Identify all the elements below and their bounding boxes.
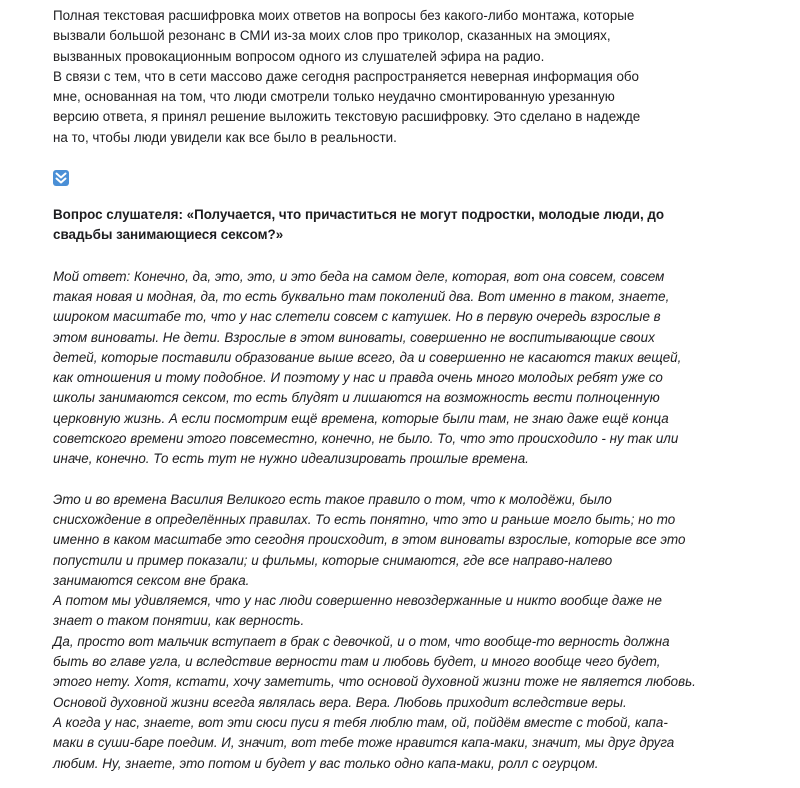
- answer-line: иначе, конечно. То есть тут не нужно идеализировать прошлые времена.: [53, 451, 529, 467]
- answer-paragraph-2: [53, 490, 696, 774]
- spacer: [53, 246, 653, 267]
- answer-line: советского времени этого повсеместно, конечно, не было. То, что это происходило - ну так или: [53, 431, 679, 447]
- answer-line: детей, которые поставили образование выше всего, да и совершенно не касаются таких вещей,: [53, 349, 682, 365]
- spacer: [53, 188, 653, 205]
- intro-line: вызванных провокационным вопросом одного из слушателей эфира на радио.: [53, 48, 545, 64]
- question-line: Вопрос слушателя: «Получается, что причаститься не могут подростки, молодые люди, до: [53, 207, 665, 223]
- intro-line: на то, чтобы люди увидели как все было в реальности.: [53, 129, 397, 145]
- answer-line: Мой ответ: Конечно, да, это, это, и это беда на самом деле, которая, вот она совсем, совсем: [53, 268, 665, 284]
- answer-line: такая новая и модная, да, то есть буквально там поколений два. Вот именно в таком, знаете,: [53, 288, 670, 304]
- answer-line: широком масштабе то, что у нас слетели совсем с катушек. Но в первую очередь взрослые в: [53, 309, 661, 325]
- answer-line: занимаются сексом вне брака.: [53, 572, 250, 588]
- answer-line: А потом мы удивляемся, что у нас люди совершенно невоздержанные и никто вообще даже не: [53, 593, 662, 609]
- intro-line: вызвали большой резонанс в СМИ из-за моих слов про триколор, сказанных на эмоциях,: [53, 28, 611, 44]
- intro-line: Полная текстовая расшифровка моих ответов на вопросы без какого-либо монтажа, которые: [53, 8, 635, 23]
- divider: [53, 168, 653, 188]
- answer-line: именно в каком масштабе это сегодня происходит, в этом виноваты взрослые, которые все это: [53, 532, 686, 548]
- intro-line: В связи с тем, что в сети массово даже сегодня распространяется неверная информация обо: [53, 68, 640, 84]
- double-down-arrow-icon: [53, 170, 69, 186]
- answer-line: как отношения и тому подобное. И поэтому у нас и правда очень много молодых ребят уже со: [53, 370, 663, 386]
- listener-question: [53, 205, 665, 246]
- answer-line: Да, просто вот мальчик вступает в брак с девочкой, и о том, что вообще-то верность должна: [53, 633, 670, 649]
- answer-line: быть во главе угла, и вследствие верности там и любовь будет, и много вообще чего будет,: [53, 654, 661, 670]
- answer-line: снисхождение в определённых правилах. То есть понятно, что это и раньше могло быть; но то: [53, 511, 676, 527]
- answer-line: этого нету. Хотя, кстати, хочу заметить, что основой духовной жизни тоже не является любовь.: [53, 674, 696, 690]
- spacer: [53, 470, 653, 490]
- intro-line: мне, основанная на том, что люди смотрели только неудачно смонтированную урезанную: [53, 89, 615, 105]
- answer-line: Основой духовной жизни всегда являлась вера. Вера. Любовь приходит вследствие веры.: [53, 694, 627, 710]
- post-body: [53, 6, 696, 774]
- question-line: свадьбы занимающиеся сексом?»: [53, 227, 284, 243]
- intro-paragraph: [53, 6, 653, 148]
- answer-line: знает о таком понятии, как верность.: [53, 613, 305, 629]
- answer-line: Это и во времена Василия Великого есть такое правило о том, что к молодёжи, было: [53, 491, 612, 507]
- answer-line: попустили и пример показали; и фильмы, которые снимаются, где все направо-налево: [53, 552, 613, 568]
- answer-line: этом виноваты. Не дети. Взрослые в этом виноваты, совершенно не воспитывающие своих: [53, 329, 655, 345]
- intro-line: версию ответа, я принял решение выложить текстовую расшифровку. Это сделано в надежде: [53, 109, 641, 125]
- answer-line: церковную жизнь. А если посмотрим ещё времена, которые были там, не знаю даже ещё конца: [53, 410, 669, 426]
- answer-line: А когда у нас, знаете, вот эти сюси пуси я тебя люблю там, ой, пойдём вместе с тобой, капа-: [53, 714, 668, 730]
- answer-line: маки в суши-баре поедим. И, значит, вот тебе тоже нравится капа-маки, значит, мы друг друга: [53, 735, 675, 751]
- answer-line: любим. Ну, знаете, это потом и будет у вас только одно капа-маки, ролл с огурцом.: [53, 755, 599, 771]
- answer-line: школы занимаются сексом, то есть блудят и лишаются на возможность вести полноценную: [53, 390, 660, 406]
- answer-paragraph-1: [53, 267, 682, 470]
